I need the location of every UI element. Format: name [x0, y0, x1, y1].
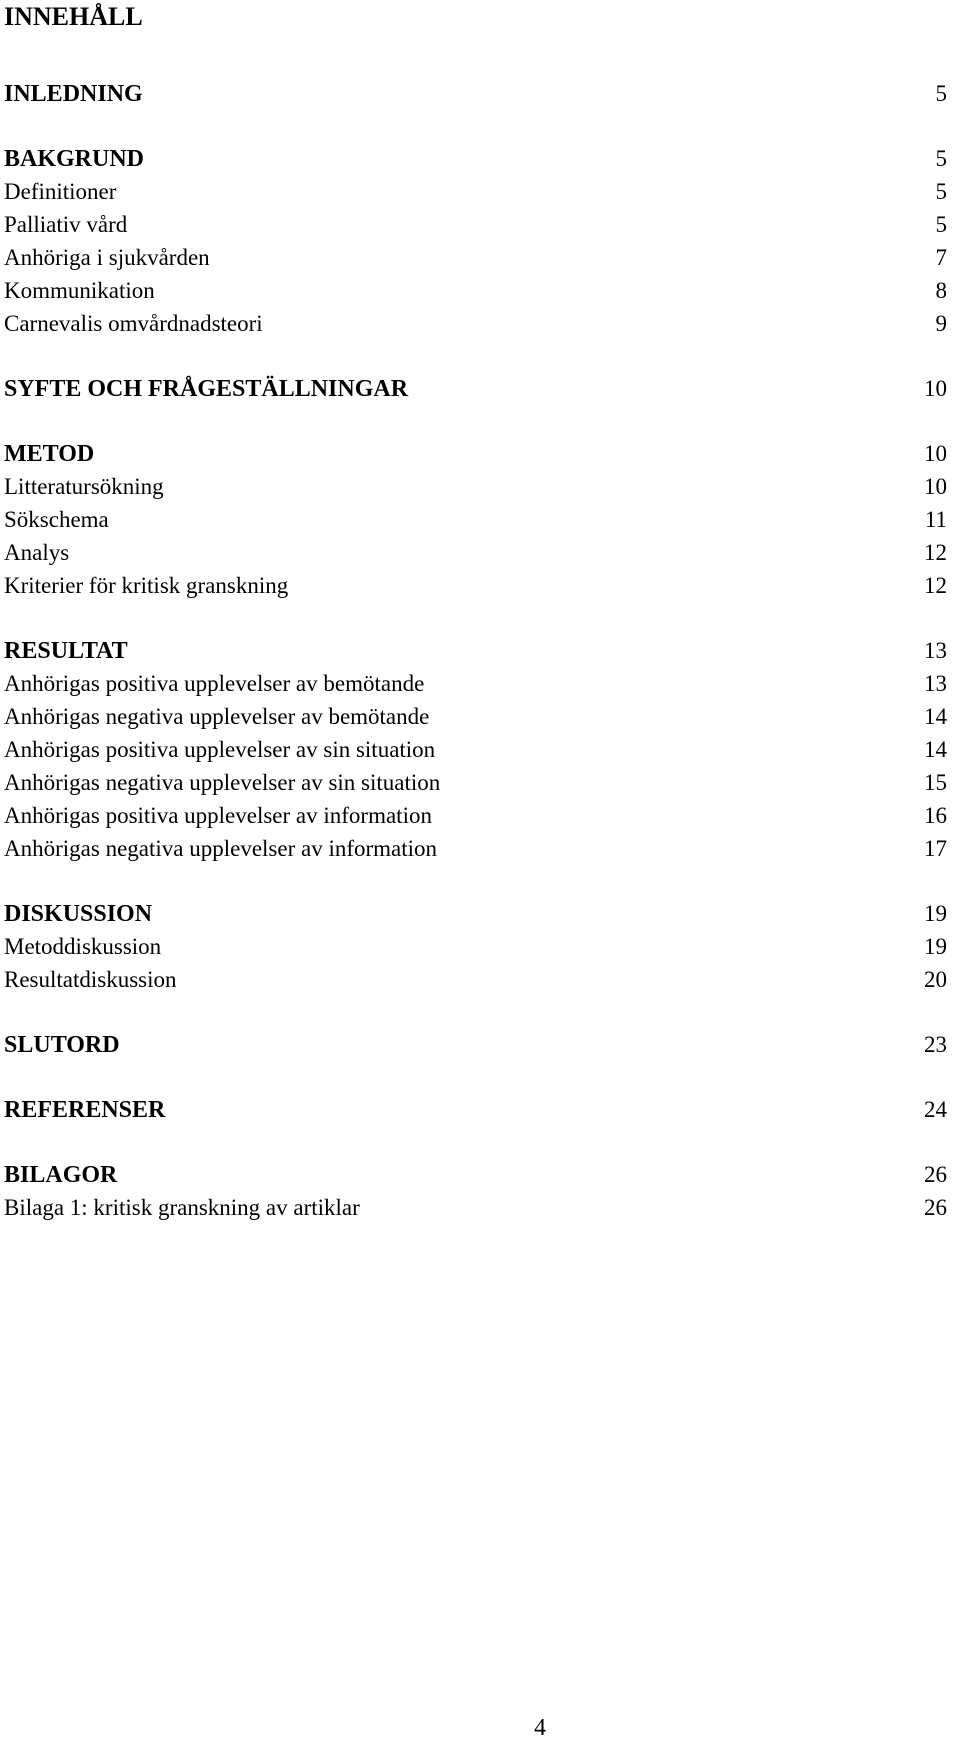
toc-entry-label: SYFTE OCH FRÅGESTÄLLNINGAR [4, 376, 409, 402]
toc-entry-page: 17 [924, 836, 947, 861]
toc-entry-page: 12 [924, 540, 947, 565]
toc-entry-page: 16 [924, 803, 947, 828]
toc-entry[interactable] [4, 78, 947, 110]
toc-entry-label: Anhörigas negativa upplevelser av sin situation [4, 770, 441, 795]
toc-entry[interactable] [4, 373, 947, 405]
toc-entry-page: 5 [935, 146, 947, 171]
toc-entry-label: Metoddiskussion [4, 934, 162, 959]
toc-entry-page: 19 [924, 901, 947, 926]
toc-entry-page: 10 [924, 376, 947, 401]
toc-entry[interactable] [4, 570, 947, 602]
toc-entry[interactable] [4, 931, 947, 963]
toc-entry-label: BAKGRUND [4, 146, 145, 172]
toc-entry-page: 23 [924, 1032, 947, 1057]
page-number: 4 [534, 1715, 546, 1741]
toc-entry-page: 10 [924, 474, 947, 499]
toc-entry-label: Definitioner [4, 179, 117, 204]
toc-entry[interactable] [4, 734, 947, 766]
toc-entry-label: SLUTORD [4, 1032, 120, 1058]
toc-entry-label: Palliativ vård [4, 212, 128, 237]
toc-entry-page: 26 [924, 1162, 947, 1187]
toc-entry-label: METOD [4, 441, 95, 467]
toc-entry-label: Anhöriga i sjukvården [4, 245, 210, 270]
toc-entry[interactable] [4, 176, 947, 208]
toc-entry-page: 5 [935, 81, 947, 106]
toc-entry-label: Anhörigas positiva upplevelser av bemötande [4, 671, 425, 696]
toc-entry[interactable] [4, 1159, 947, 1191]
toc-entry[interactable] [4, 1192, 947, 1224]
toc-entry-page: 19 [924, 934, 947, 959]
toc-entry-label: Kriterier för kritisk granskning [4, 573, 289, 598]
toc-entry-page: 26 [924, 1195, 947, 1220]
toc-entry[interactable] [4, 1094, 947, 1126]
toc-entry[interactable] [4, 242, 947, 274]
toc-entry-page: 13 [924, 671, 947, 696]
toc-entry-page: 11 [924, 507, 947, 532]
toc-entry-page: 14 [924, 704, 947, 729]
toc-entry-page: 5 [935, 212, 947, 237]
toc-entry-page: 13 [924, 638, 947, 663]
toc-entry-page: 8 [935, 278, 947, 303]
toc-entry-page: 12 [924, 573, 947, 598]
toc-entry[interactable] [4, 143, 947, 175]
toc-entry[interactable] [4, 308, 947, 340]
toc-entry[interactable] [4, 537, 947, 569]
toc-entry-label: BILAGOR [4, 1162, 118, 1188]
toc-entry-label: Anhörigas positiva upplevelser av information [4, 803, 432, 828]
toc-entry[interactable] [4, 438, 947, 470]
toc-entry[interactable] [4, 209, 947, 241]
toc-entry-label: Carnevalis omvårdnadsteori [4, 311, 263, 336]
toc-entry[interactable] [4, 1029, 947, 1061]
toc-entry-label: INLEDNING [4, 81, 143, 107]
toc-entry-label: DISKUSSION [4, 901, 153, 927]
toc-entry-page: 9 [935, 311, 947, 336]
toc-entry[interactable] [4, 635, 947, 667]
toc-entry-page: 24 [924, 1097, 947, 1122]
toc-entry-label: Resultatdiskussion [4, 967, 177, 992]
toc-entry-label: Analys [4, 540, 70, 565]
toc-entry[interactable] [4, 504, 947, 536]
toc-entry-label: RESULTAT [4, 638, 128, 664]
toc-entry[interactable] [4, 275, 947, 307]
toc-entry-label: Bilaga 1: kritisk granskning av artiklar [4, 1195, 360, 1220]
toc-entry-label: Sökschema [4, 507, 109, 532]
toc-entry-page: 10 [924, 441, 947, 466]
toc-entry[interactable] [4, 898, 947, 930]
toc-entry-page: 7 [935, 245, 947, 270]
toc-entry[interactable] [4, 471, 947, 503]
toc-entry-label: Anhörigas positiva upplevelser av sin situation [4, 737, 436, 762]
toc-entry-label: Litteratursökning [4, 474, 164, 499]
toc-entry[interactable] [4, 964, 947, 996]
toc-entry-page: 14 [924, 737, 947, 762]
toc-entry-label: Kommunikation [4, 278, 155, 303]
toc-entry-page: 15 [924, 770, 947, 795]
toc-title: INNEHÅLL [4, 2, 143, 31]
toc-entry[interactable] [4, 701, 947, 733]
toc-entry-label: REFERENSER [4, 1097, 166, 1123]
toc-entry-label: Anhörigas negativa upplevelser av information [4, 836, 438, 861]
toc-entry[interactable] [4, 833, 947, 865]
toc-entry-page: 5 [935, 179, 947, 204]
toc-entry-label: Anhörigas negativa upplevelser av bemötande [4, 704, 430, 729]
toc-entry[interactable] [4, 800, 947, 832]
toc-entry[interactable] [4, 668, 947, 700]
toc-entry-page: 20 [924, 967, 947, 992]
toc-entry[interactable] [4, 767, 947, 799]
